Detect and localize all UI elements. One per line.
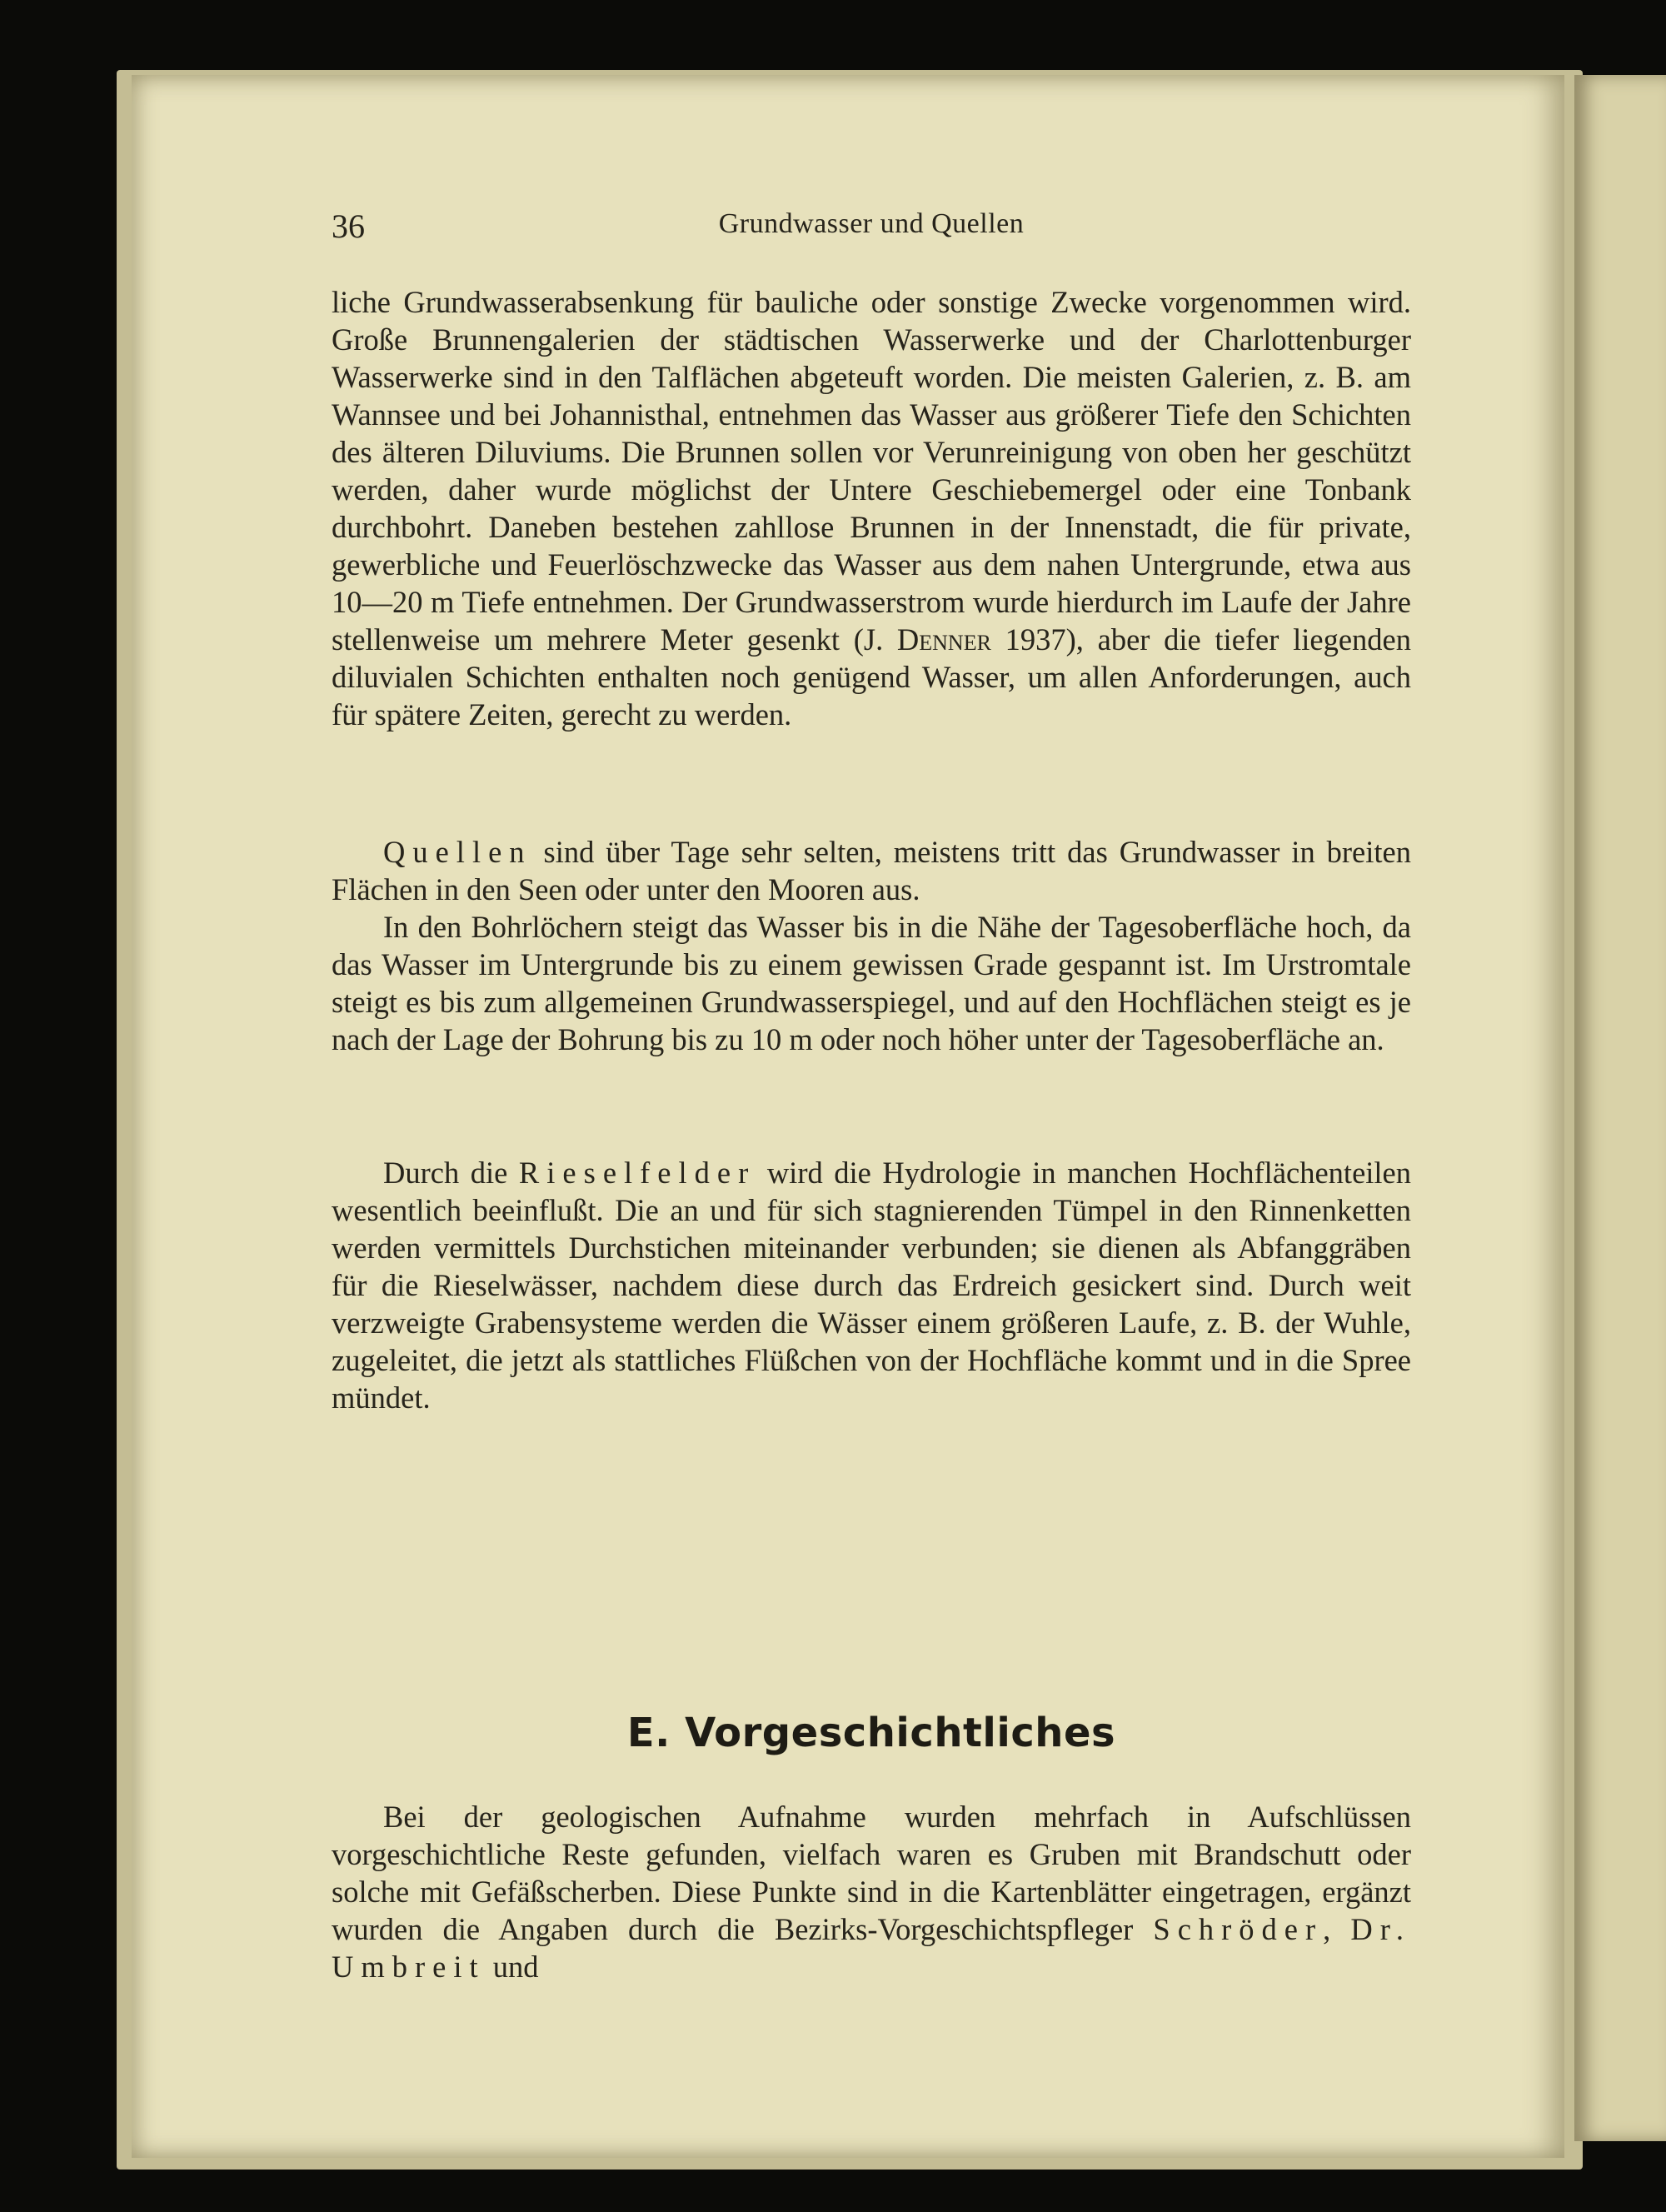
paragraph-5	[332, 1798, 1411, 1985]
page-number: 36	[332, 207, 365, 245]
paragraph-5-text-b: und	[485, 1950, 539, 1984]
running-head	[332, 207, 1411, 247]
paragraph-2-text: sind über Tage sehr selten, meistens tritt das Grundwasser in breiten Flächen in den Seen oder unter den Mooren aus.	[332, 835, 1411, 906]
paragraph-4-text-b: wird die Hydrologie in manchen Hochflächenteilen wesentlich beeinflußt. Die an und für sich stagnierenden Tümpel in den Rinnenketten werden vermittels Durchstichen miteinander verbunden; sie dienen als Abfanggräben für die Rieselwässer, nachdem diese durch das Erdreich gesickert sind. Durch weit verzweigte Grabensysteme werden die Wässer einem größeren Laufe, z. B. der Wuhle, zugeleitet, die jetzt als stattliches Flüßchen von der Hochfläche kommt und in die Spree mündet.	[332, 1156, 1411, 1415]
paragraph-groundwater	[332, 283, 1411, 733]
paragraph-2	[332, 833, 1411, 908]
paragraph-irrigation-fields	[332, 1154, 1411, 1416]
name-separator: ,	[1323, 1912, 1351, 1946]
paragraph-1	[332, 283, 1411, 733]
paragraph-4-text-a: Durch die	[383, 1156, 519, 1190]
paragraph-1-text-a: liche Grundwasserabsenkung für bauliche oder sonstige Zwecke vorgenommen wird. Große Brunnengalerien der städtischen Wasserwerke und der Charlottenburger Wasserwerke sind in den Talflächen abgeteuft worden. Die meisten Galerien, z. B. am Wannsee und bei Johannisthal, entnehmen das Wasser aus größerer Tiefe den Schichten des älteren Diluviums. Die Brunnen sollen vor Verunreinigung von oben her geschützt werden, daher wurde möglichst der Untere Geschiebemergel oder eine Tonbank durchbohrt. Daneben bestehen zahllose Brunnen in der Innenstadt, die für private, gewerbliche und Feuerlöschzwecke das Wasser aus dem nahen Untergrunde, etwa aus 10—20 m Tiefe entnehmen. Der Grundwasserstrom wurde hierdurch im Laufe der Jahre stellenweise um mehrere Meter gesenkt (J.	[332, 285, 1411, 657]
paragraph-prehistory	[332, 1798, 1411, 1985]
paragraph-3: In den Bohrlöchern steigt das Wasser bis in die Nähe der Tagesoberfläche hoch, da das Wasser im Untergrunde bis zu einem gewissen Grade gespannt ist. Im Urstromtale steigt es bis zum allgemeinen Grundwasserspiegel, und auf den Hochflächen steigt es je nach der Lage der Bohrung bis zu 10 m oder noch höher unter der Tagesoberfläche an.	[332, 910, 1411, 1056]
author-citation: Denner	[896, 622, 991, 657]
name-schroeder: Schröder	[1153, 1912, 1324, 1946]
keyword-quellen: Quellen	[383, 835, 532, 869]
paragraph-springs	[332, 833, 1411, 1058]
running-title: Grundwasser und Quellen	[718, 208, 1025, 239]
facing-page-edge	[1574, 75, 1666, 2141]
paragraph-4	[332, 1154, 1411, 1416]
paragraph-5-text-a: Bei der geologischen Aufnahme wurden mehrfach in Aufschlüssen vorgeschichtliche Reste gefunden, vielfach waren es Gruben mit Brandschutt oder solche mit Gefäßscherben. Diese Punkte sind in die Kartenblätter eingetragen, ergänzt wurden die Angaben durch die Bezirks-Vorgeschichtspfleger	[332, 1800, 1411, 1946]
section-heading: E. Vorgeschichtliches	[626, 1710, 1116, 1756]
paragraph-1-text-b: 1937), aber die tiefer liegenden diluvialen Schichten enthalten noch genügend Wasser, um allen Anforderungen, auch für spätere Zeiten, gerecht zu werden.	[332, 622, 1411, 732]
keyword-rieselfelder: Rieselfelder	[518, 1156, 756, 1190]
name-umbreit: Dr. Umbreit	[332, 1912, 1411, 1984]
